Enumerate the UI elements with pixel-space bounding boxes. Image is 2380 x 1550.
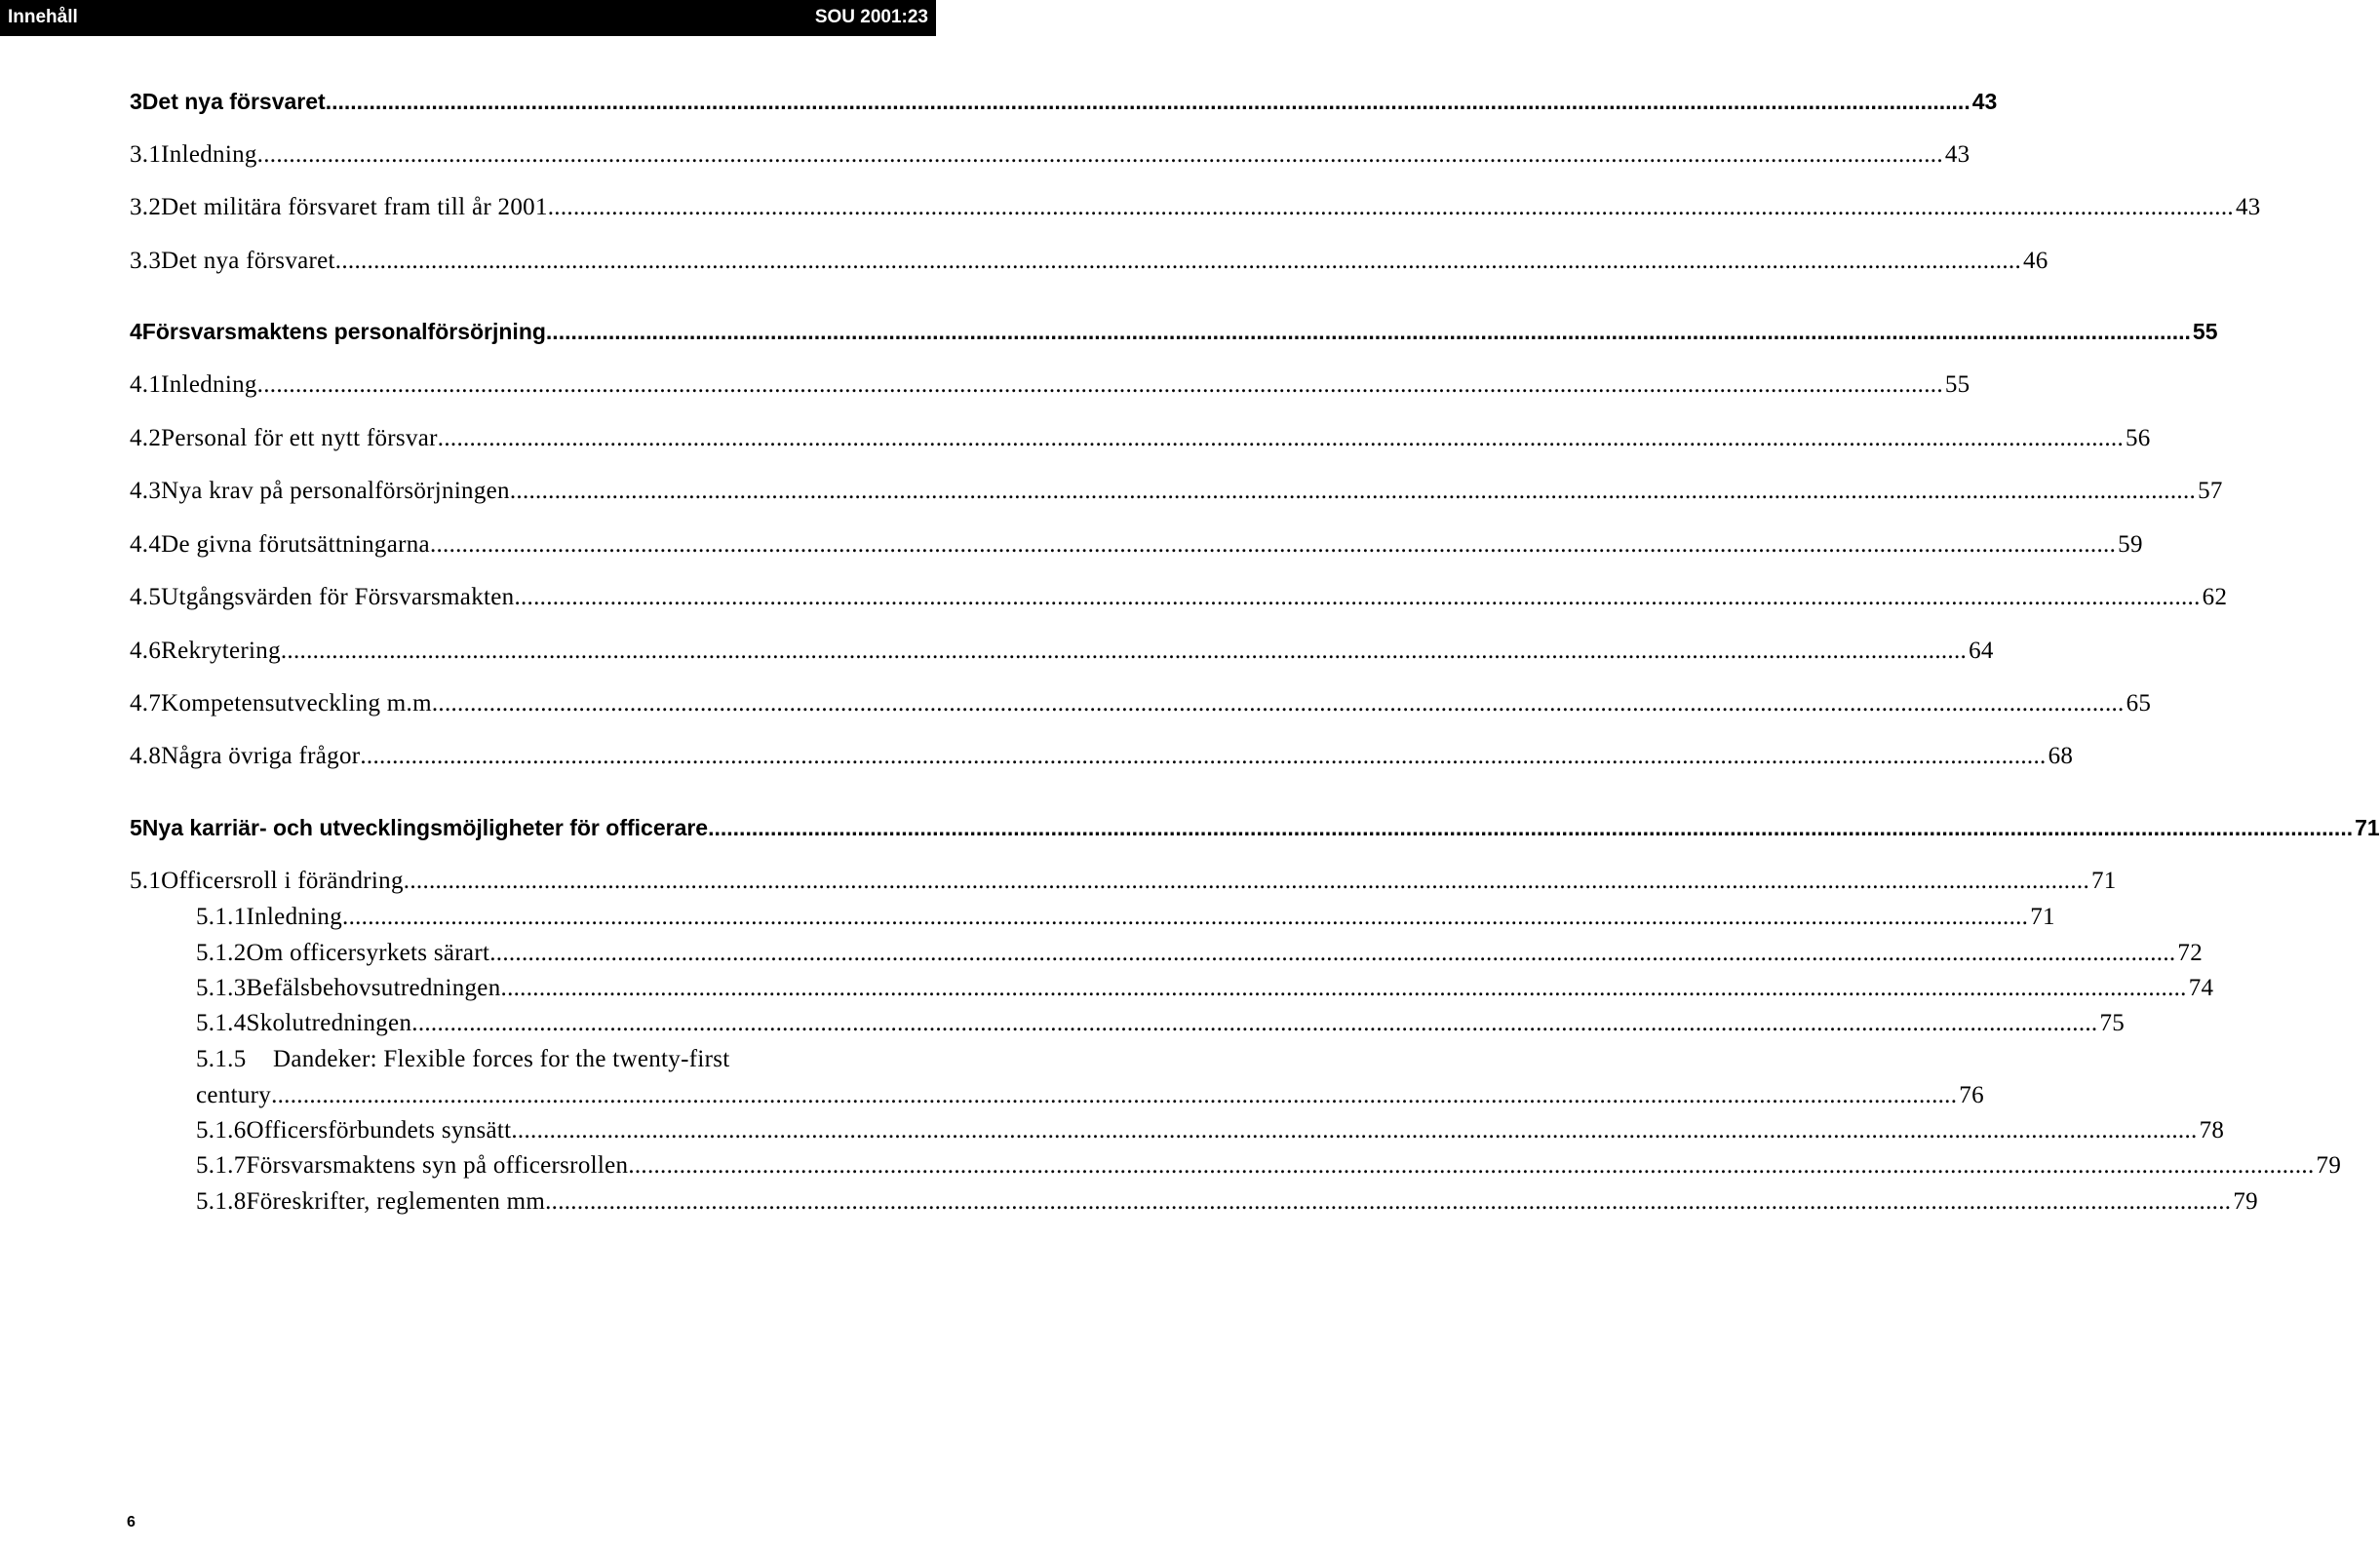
toc-leader — [489, 940, 2175, 967]
toc-leader — [360, 743, 2046, 770]
toc-number: 4 — [130, 319, 142, 344]
toc-leader — [514, 584, 2200, 611]
toc-title: Inledning — [161, 371, 257, 398]
toc-number: 4.3 — [130, 478, 162, 504]
toc-number: 3.1 — [130, 141, 162, 168]
header-report-id: SOU 2001:23 — [814, 7, 928, 27]
toc-number: 5.1.5 — [196, 1046, 247, 1072]
toc-section-4-3[interactable] — [130, 478, 2223, 505]
toc-leader — [708, 815, 2353, 841]
toc-page: 59 — [2118, 531, 2143, 558]
toc-subsection-5-1-7[interactable] — [196, 1152, 2342, 1180]
toc-section-4-8[interactable] — [130, 743, 2074, 770]
toc-subsection-5-1-8[interactable] — [196, 1188, 2258, 1216]
toc-title: Det nya försvaret — [161, 248, 335, 274]
toc-page: 68 — [2048, 743, 2074, 769]
toc-page: 74 — [2188, 975, 2214, 1001]
toc-page: 55 — [1944, 371, 1970, 398]
toc-page: 76 — [1959, 1082, 1984, 1108]
toc-title: Dandeker: Flexible forces for the twenty-first — [273, 1046, 730, 1072]
toc-subsection-5-1-4[interactable] — [196, 1010, 2126, 1037]
toc-number: 5.1 — [130, 868, 162, 894]
toc-number: 4.1 — [130, 371, 162, 398]
toc-leader — [257, 371, 1943, 399]
toc-number: 4.7 — [130, 690, 162, 717]
toc-page: 71 — [2091, 868, 2117, 894]
toc-number: 5.1.1 — [196, 904, 247, 930]
toc-leader — [510, 478, 2196, 505]
toc-number: 3 — [130, 89, 142, 114]
toc-number: 3.3 — [130, 248, 162, 274]
toc-page: 43 — [2235, 194, 2261, 220]
toc-leader — [438, 425, 2124, 452]
page-number: 6 — [127, 1514, 136, 1531]
toc-section-4-1[interactable] — [130, 371, 1970, 399]
toc-page: 72 — [2177, 940, 2204, 966]
toc-page: 55 — [2192, 319, 2218, 344]
toc-number: 5.1.8 — [196, 1188, 247, 1215]
toc-number: 4.4 — [130, 531, 162, 558]
toc-section-4-7[interactable] — [130, 690, 2152, 717]
toc-page: 78 — [2199, 1117, 2225, 1143]
toc-section-4-6[interactable] — [130, 638, 1994, 665]
toc-chapter-5[interactable] — [130, 815, 2380, 841]
toc-section-4-2[interactable] — [130, 425, 2151, 452]
toc-page: 56 — [2126, 425, 2151, 451]
toc-page: 79 — [2316, 1152, 2342, 1179]
toc-subsection-5-1-3[interactable] — [196, 975, 2214, 1002]
toc-title: Föreskrifter, reglementen mm — [246, 1188, 546, 1215]
toc-leader — [430, 531, 2116, 559]
toc-section-5-1[interactable] — [130, 868, 2117, 895]
toc-leader — [271, 1082, 1957, 1109]
toc-section-3-1[interactable] — [130, 141, 1970, 169]
toc-page: 43 — [1944, 141, 1970, 168]
toc-title: Officersförbundets synsätt — [246, 1117, 512, 1143]
toc-number: 5.1.2 — [196, 940, 247, 966]
toc-title: Personal för ett nytt försvar — [161, 425, 438, 451]
toc-number: 4.2 — [130, 425, 162, 451]
toc-leader — [411, 1010, 2097, 1037]
toc-page: 79 — [2233, 1188, 2258, 1215]
toc-number: 5.1.7 — [196, 1152, 247, 1179]
toc-number: 5.1.3 — [196, 975, 247, 1001]
toc-title: Inledning — [161, 141, 257, 168]
header-section-title: Innehåll — [8, 7, 78, 27]
toc-subsection-5-1-1[interactable] — [196, 904, 2055, 931]
toc-number: 5.1.6 — [196, 1117, 247, 1143]
toc-leader — [335, 248, 2021, 275]
toc-title-continued: century — [196, 1082, 272, 1108]
toc-title: Försvarsmaktens syn på officersrollen — [246, 1152, 629, 1179]
toc-leader — [281, 638, 1967, 665]
toc-page: 46 — [2023, 248, 2048, 274]
toc-page: 75 — [2099, 1010, 2126, 1036]
toc-page: 65 — [2126, 690, 2152, 717]
toc-title: Officersroll i förändring — [161, 868, 404, 894]
toc-number: 5.1.4 — [196, 1010, 247, 1036]
toc-leader — [546, 319, 2191, 345]
toc-leader — [548, 194, 2234, 221]
toc-title: Kompetensutveckling m.m. — [161, 690, 439, 717]
toc-leader — [628, 1152, 2314, 1180]
toc-number: 4.6 — [130, 638, 162, 664]
toc-number: 4.5 — [130, 584, 162, 610]
toc-section-4-4[interactable] — [130, 531, 2143, 559]
toc-title: De givna förutsättningarna — [161, 531, 430, 558]
toc-title: Nya krav på personalförsörjningen — [161, 478, 510, 504]
toc-leader — [511, 1117, 2197, 1144]
toc-page: 62 — [2202, 584, 2228, 610]
toc-leader — [438, 690, 2124, 717]
toc-title: Försvarsmaktens personalförsörjning — [141, 319, 546, 344]
toc-leader — [257, 141, 1943, 169]
toc-chapter-3[interactable] — [130, 89, 1998, 115]
running-header — [0, 0, 936, 36]
toc-title: Befälsbehovsutredningen — [246, 975, 501, 1001]
toc-page: 57 — [2198, 478, 2223, 504]
toc-leader — [326, 89, 1970, 115]
toc-page: 71 — [2030, 904, 2055, 930]
toc-number: 5 — [130, 815, 142, 840]
toc-page: 71 — [2355, 815, 2380, 840]
toc-subsection-5-1-5-cont[interactable] — [196, 1082, 1984, 1109]
toc-page: 64 — [1969, 638, 1994, 664]
toc-number: 4.8 — [130, 743, 162, 769]
toc-title: Nya karriär- och utvecklingsmöjligheter för officerare — [141, 815, 709, 840]
toc-title: Några övriga frågor — [161, 743, 361, 769]
toc-section-3-3[interactable] — [130, 248, 2048, 275]
toc-title: Inledning — [246, 904, 343, 930]
toc-title: Skolutredningen — [246, 1010, 412, 1036]
toc-title: Rekrytering — [161, 638, 281, 664]
toc-leader — [342, 904, 2028, 931]
toc-number: 3.2 — [130, 194, 162, 220]
toc-leader — [404, 868, 2089, 895]
toc-subsection-5-1-5[interactable] — [196, 1046, 919, 1073]
toc-section-4-5[interactable] — [130, 584, 2228, 611]
toc-leader — [545, 1188, 2231, 1216]
toc-title: Det nya försvaret — [141, 89, 326, 114]
toc-section-3-2[interactable] — [130, 194, 2261, 221]
toc-page: 43 — [1971, 89, 1998, 114]
toc-chapter-4[interactable] — [130, 319, 2218, 345]
toc-title: Om officersyrkets särart — [246, 940, 490, 966]
toc-title: Utgångsvärden för Försvarsmakten — [161, 584, 515, 610]
toc-subsection-5-1-2[interactable] — [196, 940, 2204, 967]
toc-title: Det militära försvaret fram till år 2001 — [161, 194, 548, 220]
toc-subsection-5-1-6[interactable] — [196, 1117, 2225, 1144]
toc-leader — [501, 975, 2187, 1002]
